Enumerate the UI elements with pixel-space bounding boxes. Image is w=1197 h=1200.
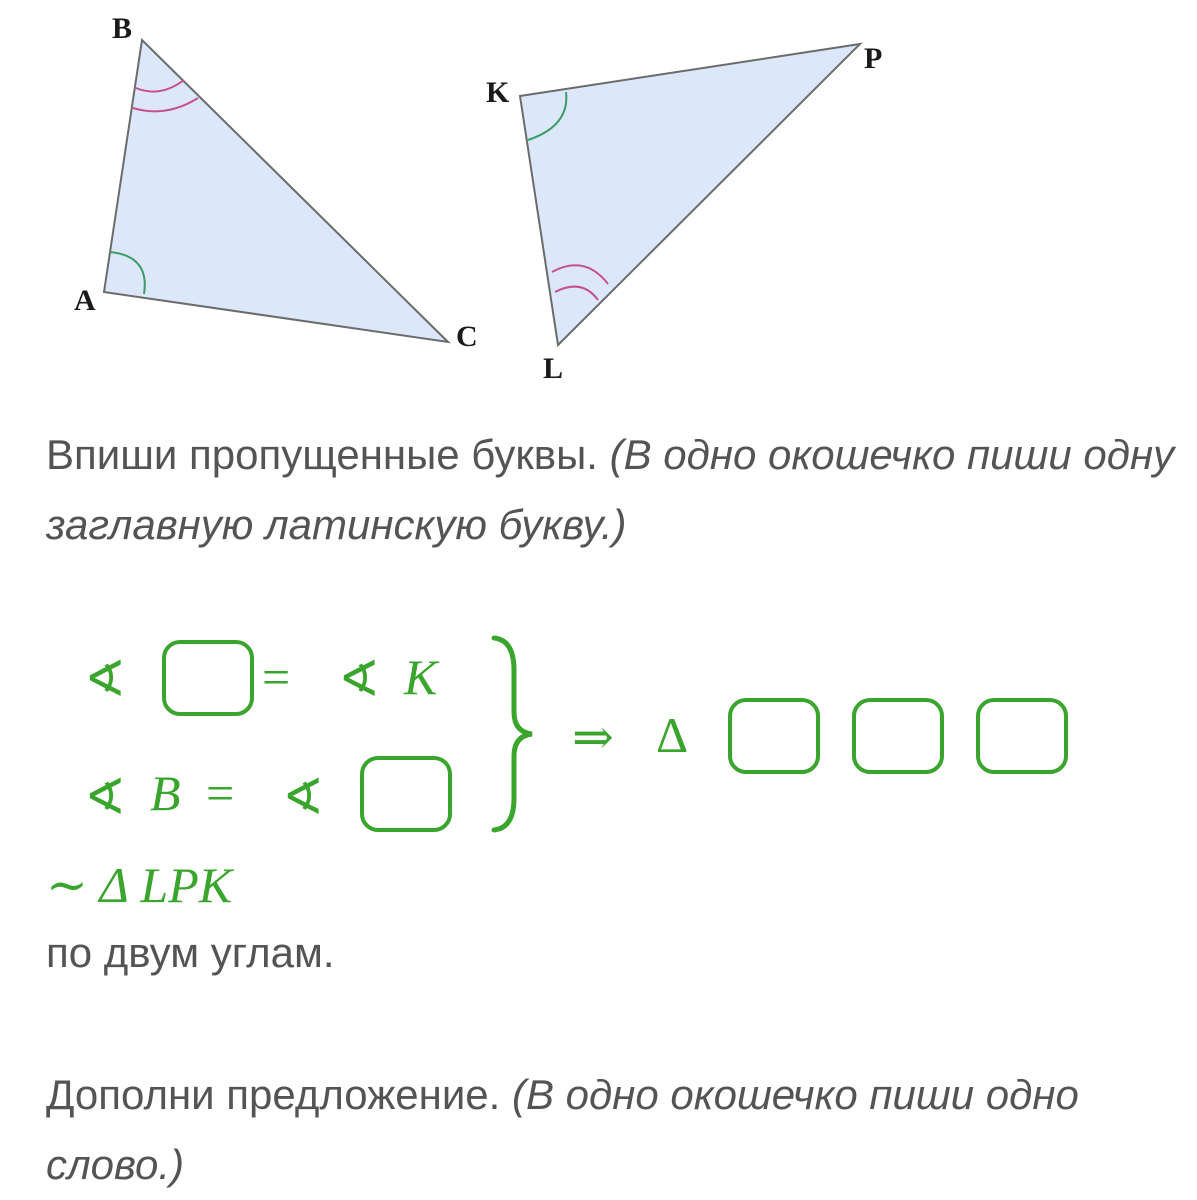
answer-box-row1-angle[interactable]	[162, 640, 254, 716]
vertex-k-row1-text: K	[404, 649, 438, 705]
vertex-label-k: K	[486, 76, 510, 109]
vertex-b-row2-text: B	[150, 765, 181, 821]
answer-box-triangle-1[interactable]	[728, 698, 820, 774]
angle-symbol-row2-left: ∢	[84, 769, 126, 825]
triangle-kpl	[520, 44, 860, 345]
angle-symbol-row2-right: ∢	[282, 769, 324, 825]
angle-symbol-row1-right: ∢	[338, 651, 380, 707]
triangles-figure	[0, 0, 1197, 400]
right-brace	[480, 630, 540, 836]
vertex-label-b: B	[112, 12, 133, 45]
instruction-fill-letters-text: Впиши пропущенные буквы.	[46, 431, 598, 478]
answer-box-row2-angle[interactable]	[360, 756, 452, 832]
answer-box-triangle-3[interactable]	[976, 698, 1068, 774]
similar-triangle-lpk-text: ∼ Δ LPK	[46, 857, 233, 913]
vertex-k-row1	[404, 648, 437, 706]
equals-row1: =	[262, 649, 291, 705]
triangle-abc	[104, 40, 448, 342]
conclusion-by-two-angles: по двум углам.	[46, 929, 335, 976]
instruction-fill-letters	[46, 420, 1186, 560]
instruction-fill-letters-hint: (В одно окошечко пиши одну заглавную латинскую букву.)	[46, 431, 1175, 548]
angle-symbol-row1-left: ∢	[84, 651, 126, 707]
vertex-label-a: A	[74, 284, 96, 317]
instruction-complete-sentence-text: Дополни предложение.	[46, 1071, 501, 1118]
delta-symbol: Δ	[656, 707, 689, 763]
instruction-complete-sentence-hint: (В одно окошечко пиши одно слово.)	[46, 1071, 1079, 1188]
similar-triangle-lpk	[46, 856, 232, 914]
equals-row2: =	[206, 765, 235, 821]
vertex-b-row2	[150, 764, 181, 822]
instruction-complete-sentence	[46, 1060, 1186, 1200]
vertex-label-p: P	[864, 42, 883, 75]
vertex-label-c: C	[456, 320, 478, 353]
answer-box-triangle-2[interactable]	[852, 698, 944, 774]
vertex-label-l: L	[543, 352, 564, 385]
implies-arrow: ⇒	[572, 709, 614, 765]
